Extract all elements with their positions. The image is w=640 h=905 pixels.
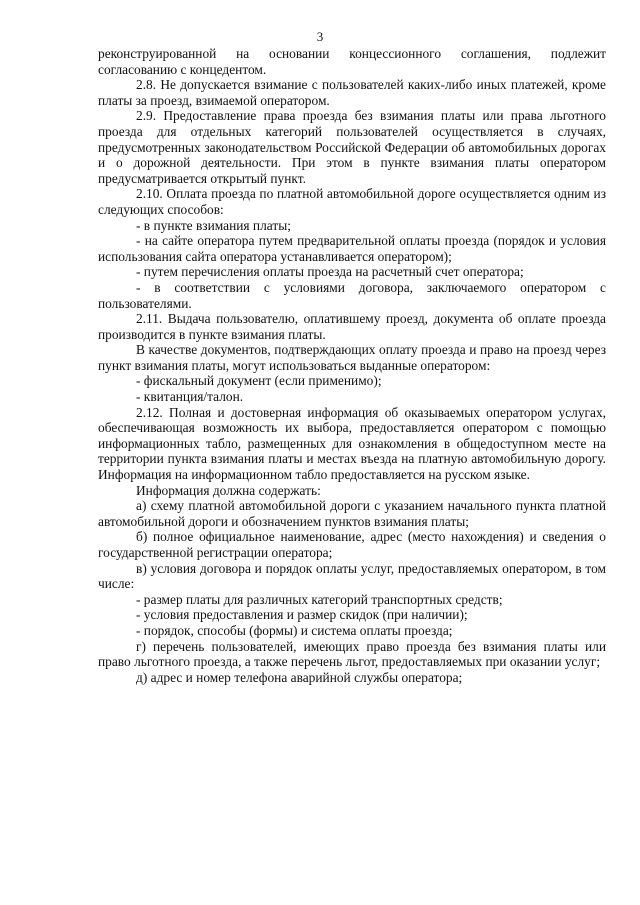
list-item-b: б) полное официальное наименование, адрес (место нахождения) и сведения о государственной регистрации оператора; [98,529,606,560]
list-item-c: в) условия договора и порядок оплаты услуг, предоставляемых оператором, в том числе: [98,560,606,592]
list-item-payment-point: - в пункте взимания платы; [136,217,291,233]
list-item-payment-methods: - порядок, способы (формы) и система оплаты проезда; [136,622,453,638]
paragraph-2-10: 2.10. Оплата проезда по платной автомобильной дороге осуществляется одним из следующих способов: [98,186,606,217]
paragraph-documents: В качестве документов, подтверждающих оплату проезда и право на проезд через пункт взимания платы, могут использоваться выданные оператором: [98,342,606,373]
list-item-discounts: - условия предоставления и размер скидок (при наличии); [136,607,468,623]
list-item-fiscal-document: - фискальный документ (если применимо); [136,373,382,389]
list-item-payment-website: - на сайте оператора путем предварительной оплаты проезда (порядок и условия использования сайта оператора устанавливается оператором); [98,233,606,264]
paragraph-2-8: 2.8. Не допускается взимание с пользователей каких-либо иных платежей, кроме платы за проезд, взимаемой оператором. [98,77,606,108]
paragraph-2-9: 2.9. Предоставление права проезда без взимания платы или права льготного проезда для отдельных категорий пользователей осуществляется в случаях, предусмотренных законодательством Российской Федерации об автомобильных дорогах и о дорожной деятельности. При этом в пункте взимания платы оператором предусматривается открытый пункт. [98,108,606,186]
list-item-receipt: - квитанция/талон. [136,389,244,405]
paragraph-2-12: 2.12. Полная и достоверная информация об оказываемых оператором услугах, обеспечивающая возможность их выбора, предоставляется оператором с помощью информационных табло, размещенных для ознакомления в общедоступном месте на территории пункта взимания платы и местах въезда на платную автомобильную дорогу. Информация на информационном табло предоставляется на русском языке. [98,404,606,483]
list-item-d: д) адрес и номер телефона аварийной службы оператора; [136,669,463,685]
page-number: 3 [316,29,324,44]
paragraph-concession-continuation: реконструированной на основании концессионного соглашения, подлежит согласованию с концедентом. [98,46,606,77]
list-item-fee-size: - размер платы для различных категорий транспортных средств; [136,591,503,607]
paragraph-info-contents: Информация должна содержать: [136,482,321,498]
list-item-payment-contract: - в соответствии с условиями договора, заключаемого оператором с пользователями. [98,279,606,311]
list-item-a: а) схему платной автомобильной дороги с указанием начального пункта платной автомобильной дороги и обозначением пунктов взимания платы; [98,498,606,529]
document-body [98,46,606,685]
paragraph-2-11: 2.11. Выдача пользователю, оплатившему проезд, документа об оплате проезда производится в пункте взимания платы. [98,311,606,342]
list-item-payment-account: - путем перечисления оплаты проезда на расчетный счет оператора; [136,264,524,280]
list-item-g: г) перечень пользователей, имеющих право проезда без взимания платы или право льготного проезда, а также перечень льгот, предоставляемых при оказании услуг; [98,638,606,670]
